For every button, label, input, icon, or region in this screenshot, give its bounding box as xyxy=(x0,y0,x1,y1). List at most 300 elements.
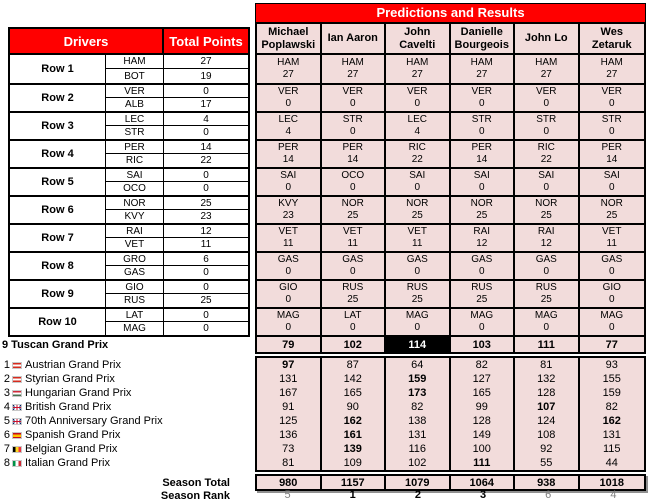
prediction-cell[interactable] xyxy=(515,225,580,251)
driver-code-cell[interactable]: RAI xyxy=(106,225,164,238)
race-name: Austrian Grand Prix xyxy=(25,359,121,371)
prediction-cell[interactable] xyxy=(257,169,322,195)
race-scores-table xyxy=(255,356,646,472)
predicted-driver-code: GIO xyxy=(279,282,298,293)
race-name: 70th Anniversary Grand Prix xyxy=(25,415,163,427)
predicted-driver-points: 25 xyxy=(347,210,359,221)
driver-row xyxy=(10,139,248,167)
prediction-cell[interactable] xyxy=(322,55,387,83)
predicted-driver-points: 0 xyxy=(543,126,550,137)
race-name: Hungarian Grand Prix xyxy=(25,387,132,399)
prediction-cell[interactable] xyxy=(386,113,451,139)
driver-points-cell[interactable]: 11 xyxy=(200,239,212,250)
predicted-driver-code: VER xyxy=(471,86,493,97)
predicted-driver-code: RIC xyxy=(537,142,555,153)
race-score-cell[interactable]: 111 xyxy=(473,457,491,469)
current-race-scores-row xyxy=(255,337,646,354)
race-score-cell[interactable]: 64 xyxy=(411,359,424,371)
prediction-cell[interactable] xyxy=(322,85,387,111)
row-label-cell: Row 10 xyxy=(10,309,106,335)
predicted-driver-code: HAM xyxy=(470,57,493,68)
race-score-cell[interactable]: 87 xyxy=(346,359,359,371)
current-race-score-cell[interactable]: 102 xyxy=(322,337,387,352)
race-name: Styrian Grand Prix xyxy=(25,373,115,385)
race-score-cell[interactable]: 91 xyxy=(282,401,295,413)
driver-code-cell[interactable]: HAM xyxy=(106,55,164,69)
predicted-driver-points: 0 xyxy=(478,266,485,277)
season-rank-row xyxy=(255,489,646,502)
season-rank-value[interactable]: 2 xyxy=(414,489,421,501)
race-score-cell[interactable]: 173 xyxy=(408,387,427,399)
prediction-cell[interactable] xyxy=(257,197,322,223)
predicted-driver-code: VET xyxy=(602,226,622,237)
prediction-cell[interactable] xyxy=(257,85,322,111)
predicted-driver-points: 0 xyxy=(349,126,356,137)
predicted-driver-points: 25 xyxy=(540,210,552,221)
predicted-driver-code: GIO xyxy=(602,282,621,293)
prediction-cell[interactable] xyxy=(515,253,580,279)
predicted-driver-points: 0 xyxy=(478,182,485,193)
predicted-driver-points: 22 xyxy=(411,154,423,165)
race-score-cell[interactable]: 55 xyxy=(540,457,553,469)
predicted-driver-code: GAS xyxy=(342,254,364,265)
prediction-cell[interactable] xyxy=(451,55,516,83)
race-score-column xyxy=(257,358,322,470)
driver-points-cell[interactable]: 0 xyxy=(164,85,248,98)
prediction-cell[interactable] xyxy=(257,113,322,139)
predicted-driver-code: LEC xyxy=(407,114,427,125)
predicted-driver-code: HAM xyxy=(277,57,300,68)
driver-points-cell[interactable]: 27 xyxy=(164,55,248,69)
predicted-driver-points: 0 xyxy=(285,98,292,109)
predicted-driver-code: RAI xyxy=(473,226,491,237)
race-score-cell[interactable]: 162 xyxy=(343,415,362,427)
spain-flag-icon xyxy=(12,432,22,439)
race-number: 7 xyxy=(3,443,10,455)
driver-code-cell[interactable]: KVY xyxy=(106,210,164,223)
race-score-cell[interactable]: 161 xyxy=(343,429,362,441)
driver-points-cell[interactable]: 14 xyxy=(164,141,248,154)
current-race-label: 9 Tuscan Grand Prix xyxy=(2,339,109,351)
prediction-row xyxy=(257,55,644,83)
prediction-cell[interactable] xyxy=(580,281,645,307)
race-score-cell[interactable]: 159 xyxy=(602,387,621,399)
total-points-header: Total Points xyxy=(169,33,243,49)
prediction-cell[interactable] xyxy=(257,281,322,307)
prediction-cell[interactable] xyxy=(257,253,322,279)
driver-points-cell[interactable]: 0 xyxy=(203,267,209,278)
prediction-cell[interactable] xyxy=(386,309,451,335)
race-score-cell[interactable]: 100 xyxy=(472,443,491,455)
prediction-cell[interactable] xyxy=(386,225,451,251)
driver-row xyxy=(10,195,248,223)
left-table-header xyxy=(8,27,250,55)
driver-code-cell[interactable]: SAI xyxy=(106,169,164,182)
driver-code-cell[interactable]: VET xyxy=(106,238,164,251)
season-total-cell[interactable]: 1064 xyxy=(451,476,516,489)
predicted-driver-code: MAG xyxy=(276,310,300,321)
predicted-driver-code: VET xyxy=(278,226,298,237)
driver-code-cell[interactable]: PER xyxy=(106,141,164,154)
race-number: 1 xyxy=(3,359,10,371)
driver-points-cell[interactable]: 0 xyxy=(203,183,209,194)
season-total-cell[interactable]: 1018 xyxy=(580,476,645,489)
predicted-driver-points: 0 xyxy=(285,266,292,277)
predicted-driver-points: 14 xyxy=(476,154,488,165)
predicted-driver-points: 0 xyxy=(608,126,615,137)
prediction-cell[interactable] xyxy=(451,225,516,251)
race-score-cell[interactable]: 149 xyxy=(472,429,491,441)
prediction-cell[interactable] xyxy=(580,169,645,195)
prediction-cell[interactable] xyxy=(451,169,516,195)
race-score-cell[interactable]: 81 xyxy=(540,359,553,371)
predicted-driver-points: 14 xyxy=(347,154,359,165)
driver-points-cell[interactable]: 0 xyxy=(203,323,209,334)
predicted-driver-points: 0 xyxy=(608,266,615,277)
prediction-cell[interactable] xyxy=(451,253,516,279)
predicted-driver-points: 23 xyxy=(282,210,294,221)
driver-points-cell[interactable]: 25 xyxy=(164,197,248,210)
race-label-row xyxy=(2,428,252,442)
prediction-cell[interactable] xyxy=(451,141,516,167)
predicted-driver-code: LAT xyxy=(343,310,362,321)
prediction-cell[interactable] xyxy=(386,169,451,195)
row-label-cell: Row 1 xyxy=(10,55,106,83)
predicted-driver-code: PER xyxy=(277,142,299,153)
row-label-cell: Row 3 xyxy=(10,113,106,139)
predicted-driver-code: RIC xyxy=(408,142,426,153)
predicted-driver-points: 0 xyxy=(414,322,421,333)
prediction-cell[interactable] xyxy=(580,253,645,279)
race-score-column xyxy=(451,358,516,470)
race-score-cell[interactable]: 131 xyxy=(602,429,621,441)
predicted-driver-points: 27 xyxy=(282,69,294,80)
predicted-driver-points: 11 xyxy=(606,238,617,249)
race-score-cell[interactable]: 155 xyxy=(602,373,621,385)
prediction-cell[interactable] xyxy=(322,225,387,251)
driver-row xyxy=(10,55,248,83)
season-total-cell[interactable]: 980 xyxy=(257,476,322,489)
driver-points-cell[interactable]: 0 xyxy=(203,127,209,138)
race-score-column xyxy=(386,358,451,470)
race-score-cell[interactable]: 92 xyxy=(540,443,553,455)
race-score-cell[interactable]: 109 xyxy=(343,457,362,469)
predicted-driver-code: SAI xyxy=(538,170,555,181)
driver-code-cell[interactable]: ALB xyxy=(106,98,164,111)
season-total-label: Season Total xyxy=(162,477,230,489)
predicted-driver-code: PER xyxy=(342,142,364,153)
race-score-cell[interactable]: 128 xyxy=(537,387,556,399)
race-score-cell[interactable]: 139 xyxy=(343,443,362,455)
driver-points-cell[interactable]: 23 xyxy=(200,211,212,222)
season-rank-value[interactable]: 6 xyxy=(545,489,552,501)
player-name-cell: Danielle Bourgeois xyxy=(451,24,516,53)
driver-points-cell[interactable]: 22 xyxy=(200,155,212,166)
row-label-cell: Row 4 xyxy=(10,141,106,167)
driver-points-cell[interactable]: 17 xyxy=(200,99,212,110)
current-race-score-cell[interactable]: 103 xyxy=(451,337,516,352)
race-score-cell[interactable]: 165 xyxy=(343,387,362,399)
prediction-cell[interactable] xyxy=(451,281,516,307)
race-score-cell[interactable]: 82 xyxy=(475,359,488,371)
race-score-cell[interactable]: 97 xyxy=(282,359,295,371)
prediction-cell[interactable] xyxy=(515,197,580,223)
driver-row xyxy=(10,83,248,111)
prediction-cell[interactable] xyxy=(580,225,645,251)
drivers-table xyxy=(8,55,250,337)
prediction-cell[interactable] xyxy=(451,309,516,335)
race-score-cell[interactable]: 167 xyxy=(279,387,298,399)
row-label-cell: Row 5 xyxy=(10,169,106,195)
predicted-driver-code: GAS xyxy=(406,254,428,265)
predicted-driver-code: HAM xyxy=(600,57,623,68)
driver-points-cell[interactable]: 0 xyxy=(164,169,248,182)
race-score-cell[interactable]: 162 xyxy=(602,415,621,427)
predicted-driver-points: 0 xyxy=(478,322,485,333)
hungary-flag-icon xyxy=(12,390,22,397)
predicted-driver-code: GAS xyxy=(535,254,557,265)
race-score-cell[interactable]: 93 xyxy=(605,359,618,371)
race-score-cell[interactable]: 73 xyxy=(282,443,295,455)
driver-code-cell[interactable]: MAG xyxy=(106,322,164,335)
race-number: 8 xyxy=(3,457,10,469)
predicted-driver-points: 25 xyxy=(411,210,423,221)
predicted-driver-points: 0 xyxy=(414,182,421,193)
season-rank-value[interactable]: 5 xyxy=(284,489,291,501)
race-score-cell[interactable]: 159 xyxy=(408,373,427,385)
predicted-driver-points: 27 xyxy=(476,69,488,80)
prediction-cell[interactable] xyxy=(580,85,645,111)
uk-flag-icon xyxy=(12,418,22,425)
predicted-driver-code: HAM xyxy=(341,57,364,68)
predicted-driver-code: VER xyxy=(406,86,428,97)
race-score-cell[interactable]: 107 xyxy=(537,401,556,413)
predicted-driver-points: 0 xyxy=(543,182,550,193)
prediction-cell[interactable] xyxy=(322,253,387,279)
predicted-driver-code: STR xyxy=(601,114,622,125)
prediction-cell[interactable] xyxy=(515,113,580,139)
driver-code-cell[interactable]: RIC xyxy=(106,154,164,167)
prediction-cell[interactable] xyxy=(386,141,451,167)
prediction-cell[interactable] xyxy=(322,197,387,223)
predicted-driver-code: RAI xyxy=(537,226,555,237)
row-label-cell: Row 8 xyxy=(10,253,106,279)
prediction-cell[interactable] xyxy=(257,55,322,83)
driver-code-cell[interactable]: LAT xyxy=(106,309,164,322)
current-race-score-cell-highlighted[interactable]: 114 xyxy=(386,337,451,352)
predicted-driver-points: 0 xyxy=(608,322,615,333)
driver-points-cell[interactable]: 6 xyxy=(164,253,248,266)
predicted-driver-code: NOR xyxy=(600,198,623,209)
prediction-cell[interactable] xyxy=(580,309,645,335)
race-score-cell[interactable]: 99 xyxy=(475,401,488,413)
driver-code-cell[interactable]: GAS xyxy=(106,266,164,279)
driver-code-cell[interactable]: RUS xyxy=(106,294,164,307)
predicted-driver-points: 0 xyxy=(608,98,615,109)
driver-code-cell[interactable]: BOT xyxy=(106,69,164,83)
prediction-cell[interactable] xyxy=(322,281,387,307)
prediction-cell[interactable] xyxy=(580,197,645,223)
prediction-cell[interactable] xyxy=(580,141,645,167)
predicted-driver-points: 27 xyxy=(606,69,618,80)
predicted-driver-code: OCO xyxy=(341,170,365,181)
race-label-row xyxy=(2,400,252,414)
driver-code-cell[interactable]: STR xyxy=(106,126,164,139)
predicted-driver-points: 0 xyxy=(414,98,421,109)
season-rank-value[interactable]: 1 xyxy=(349,489,356,501)
predicted-driver-code: HAM xyxy=(535,57,558,68)
season-total-cell[interactable]: 1157 xyxy=(322,476,387,489)
predicted-driver-code: SAI xyxy=(473,170,490,181)
driver-points-cell[interactable]: 4 xyxy=(164,113,248,126)
race-score-cell[interactable]: 132 xyxy=(537,373,556,385)
race-score-cell[interactable]: 131 xyxy=(408,429,427,441)
race-score-cell[interactable]: 90 xyxy=(346,401,359,413)
driver-row xyxy=(10,111,248,139)
race-score-cell[interactable]: 136 xyxy=(279,429,298,441)
current-race-score-cell[interactable]: 77 xyxy=(580,337,645,352)
predicted-driver-points: 14 xyxy=(282,154,294,165)
predicted-driver-code: MAG xyxy=(534,310,558,321)
driver-code-cell[interactable]: GIO xyxy=(106,281,164,294)
driver-code-cell[interactable]: LEC xyxy=(106,113,164,126)
season-total-cell[interactable]: 938 xyxy=(515,476,580,489)
predicted-driver-code: LEC xyxy=(278,114,298,125)
race-score-cell[interactable]: 102 xyxy=(408,457,427,469)
race-score-cell[interactable]: 108 xyxy=(537,429,556,441)
prediction-row xyxy=(257,167,644,195)
prediction-cell[interactable] xyxy=(515,281,580,307)
driver-code-cell[interactable]: VER xyxy=(106,85,164,98)
prediction-cell[interactable] xyxy=(451,197,516,223)
prediction-cell[interactable] xyxy=(386,85,451,111)
race-number: 5 xyxy=(3,415,10,427)
prediction-cell[interactable] xyxy=(322,309,387,335)
predicted-driver-code: SAI xyxy=(280,170,297,181)
driver-points-cell[interactable]: 0 xyxy=(164,309,248,322)
predicted-driver-code: MAG xyxy=(470,310,494,321)
season-total-cell[interactable]: 1079 xyxy=(386,476,451,489)
driver-code-cell[interactable]: GRO xyxy=(106,253,164,266)
race-score-cell[interactable]: 127 xyxy=(472,373,491,385)
current-race-score-cell[interactable]: 111 xyxy=(515,337,580,352)
race-score-cell[interactable]: 131 xyxy=(279,373,298,385)
predicted-driver-code: MAG xyxy=(405,310,429,321)
predicted-driver-code: SAI xyxy=(603,170,620,181)
drivers-header: Drivers xyxy=(10,29,164,53)
prediction-cell[interactable] xyxy=(515,85,580,111)
prediction-cell[interactable] xyxy=(386,253,451,279)
prediction-cell[interactable] xyxy=(515,141,580,167)
race-score-cell[interactable]: 128 xyxy=(472,415,491,427)
prediction-cell[interactable] xyxy=(515,169,580,195)
race-score-cell[interactable]: 165 xyxy=(472,387,491,399)
race-name: Belgian Grand Prix xyxy=(25,443,118,455)
prediction-cell[interactable] xyxy=(451,85,516,111)
race-score-cell[interactable]: 125 xyxy=(279,415,298,427)
prediction-cell[interactable] xyxy=(322,141,387,167)
race-score-cell[interactable]: 115 xyxy=(602,443,621,455)
predicted-driver-code: NOR xyxy=(341,198,364,209)
prediction-cell[interactable] xyxy=(580,113,645,139)
race-number: 4 xyxy=(3,401,10,413)
predicted-driver-points: 0 xyxy=(543,98,550,109)
driver-code-cell[interactable]: OCO xyxy=(106,182,164,195)
driver-points-cell[interactable]: 12 xyxy=(164,225,248,238)
predicted-driver-code: GAS xyxy=(277,254,299,265)
prediction-cell[interactable] xyxy=(322,113,387,139)
prediction-cell[interactable] xyxy=(257,309,322,335)
predicted-driver-code: RUS xyxy=(406,282,428,293)
austria-flag-icon xyxy=(12,376,22,383)
race-score-cell[interactable]: 124 xyxy=(537,415,556,427)
race-score-cell[interactable]: 142 xyxy=(343,373,362,385)
predicted-driver-code: KVY xyxy=(278,198,299,209)
driver-row xyxy=(10,307,248,335)
prediction-row xyxy=(257,111,644,139)
player-name-cell: Michael Poplawski xyxy=(257,24,322,53)
prediction-cell[interactable] xyxy=(257,141,322,167)
prediction-cell[interactable] xyxy=(515,55,580,83)
race-score-cell[interactable]: 44 xyxy=(605,457,618,469)
race-score-cell[interactable]: 81 xyxy=(282,457,295,469)
predicted-driver-code: GAS xyxy=(471,254,493,265)
predictions-table xyxy=(255,55,646,337)
prediction-cell[interactable] xyxy=(386,281,451,307)
predicted-driver-points: 0 xyxy=(285,294,292,305)
predicted-driver-code: VER xyxy=(277,86,299,97)
race-label-row xyxy=(2,414,252,428)
uk-flag-icon xyxy=(12,404,22,411)
race-number: 6 xyxy=(3,429,10,441)
prediction-cell[interactable] xyxy=(386,197,451,223)
predicted-driver-code: MAG xyxy=(600,310,624,321)
prediction-cell[interactable] xyxy=(322,169,387,195)
race-label-row xyxy=(2,358,252,372)
prediction-cell[interactable] xyxy=(386,55,451,83)
predicted-driver-points: 25 xyxy=(411,294,423,305)
race-score-cell[interactable]: 82 xyxy=(605,401,618,413)
race-score-column xyxy=(515,358,580,470)
predicted-driver-code: VET xyxy=(407,226,427,237)
prediction-cell[interactable] xyxy=(257,225,322,251)
driver-code-cell[interactable]: NOR xyxy=(106,197,164,210)
austria-flag-icon xyxy=(12,362,22,369)
prediction-cell[interactable] xyxy=(515,309,580,335)
driver-points-cell[interactable]: 25 xyxy=(200,295,212,306)
prediction-row xyxy=(257,83,644,111)
season-rank-value[interactable]: 3 xyxy=(480,489,487,501)
race-name: British Grand Prix xyxy=(25,401,112,413)
prediction-cell[interactable] xyxy=(580,55,645,83)
predicted-driver-points: 0 xyxy=(349,182,356,193)
driver-points-cell[interactable]: 19 xyxy=(200,70,212,82)
predicted-driver-points: 4 xyxy=(285,126,292,137)
predicted-driver-points: 0 xyxy=(608,294,615,305)
season-rank-value[interactable]: 4 xyxy=(610,489,617,501)
race-score-cell[interactable]: 116 xyxy=(408,443,427,455)
predicted-driver-points: 25 xyxy=(476,294,488,305)
predicted-driver-points: 0 xyxy=(608,182,615,193)
driver-points-cell[interactable]: 0 xyxy=(164,281,248,294)
race-score-cell[interactable]: 138 xyxy=(408,415,427,427)
race-score-cell[interactable]: 82 xyxy=(411,401,424,413)
prediction-row xyxy=(257,195,644,223)
prediction-cell[interactable] xyxy=(451,113,516,139)
predicted-driver-points: 27 xyxy=(411,69,423,80)
current-race-score-cell[interactable]: 79 xyxy=(257,337,322,352)
race-score-column xyxy=(322,358,387,470)
